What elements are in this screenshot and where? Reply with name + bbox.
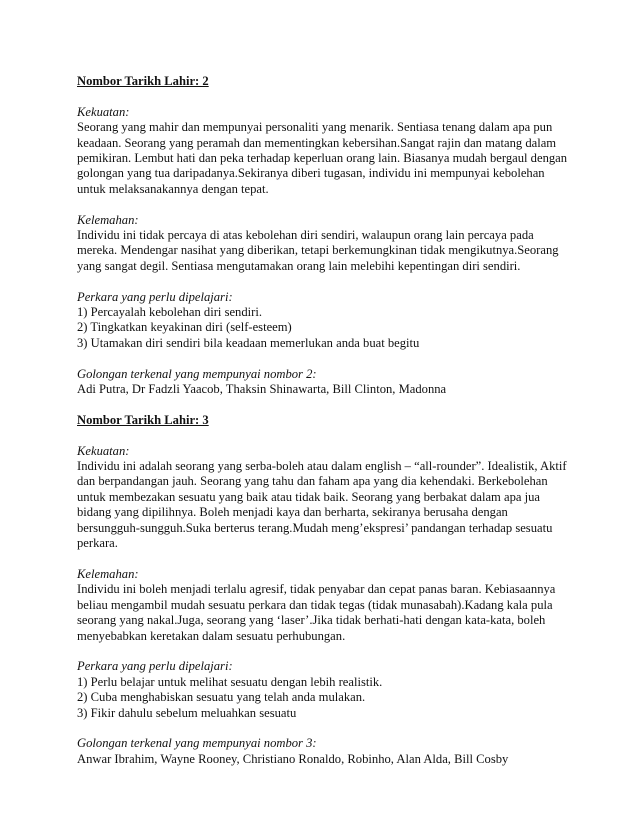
kekuatan-label: Kekuatan: xyxy=(77,104,130,119)
text-line: dan berpandangan jauh. Seorang yang tahu dan faham apa yang dia kehendaki. Berkebolehan xyxy=(77,474,548,489)
list-item: 2) Tingkatkan keyakinan diri (self-esteem) xyxy=(77,320,292,335)
golongan-names: Adi Putra, Dr Fadzli Yaacob, Thaksin Shinawarta, Bill Clinton, Madonna xyxy=(77,382,447,397)
kekuatan-block xyxy=(77,444,577,552)
perkara-label: Perkara yang perlu dipelajari: xyxy=(77,289,233,304)
kekuatan-label: Kekuatan: xyxy=(77,443,130,458)
text-line: perkara. xyxy=(77,536,118,551)
list-item: 1) Perlu belajar untuk melihat sesuatu dengan lebih realistik. xyxy=(77,674,383,689)
kelemahan-block xyxy=(77,567,577,644)
text-line: Individu ini adalah seorang yang serba-boleh atau dalam english – “all-rounder”. Idealistik, Aktif xyxy=(77,459,567,474)
section-nombor-3 xyxy=(77,413,577,767)
text-line: menyebabkan keretakan dalam sesuatu perhubungan. xyxy=(77,628,346,643)
text-line: seorang yang nakal.Juga, seorang yang ‘laser’.Jika tidak berhati-hati dengan kata-kata, boleh xyxy=(77,613,546,628)
section-title: Nombor Tarikh Lahir: 2 xyxy=(77,74,209,88)
perkara-label: Perkara yang perlu dipelajari: xyxy=(77,659,233,674)
text-line: bersungguh-sungguh.Suka berterus terang.Mudah meng’ekspresi’ pandangan terhadap sesuatu xyxy=(77,520,553,535)
golongan-block xyxy=(77,736,577,767)
document-page xyxy=(77,74,577,767)
golongan-label: Golongan terkenal yang mempunyai nombor 3: xyxy=(77,736,317,751)
text-line: keadaan. Seorang yang peramah dan mementingkan kebersihan.Sangat rajin dan matang dalam xyxy=(77,135,557,150)
perkara-block xyxy=(77,290,577,352)
list-item: 3) Utamakan diri sendiri bila keadaan memerlukan anda buat begitu xyxy=(77,335,420,350)
kelemahan-block xyxy=(77,213,577,275)
text-line: Seorang yang mahir dan mempunyai personaliti yang menarik. Sentiasa tenang dalam apa pun xyxy=(77,120,553,135)
text-line: golongan yang tua daripadanya.Sekiranya diberi tugasan, individu ini mempunyai kebolehan xyxy=(77,166,545,181)
kekuatan-block xyxy=(77,105,577,197)
text-line: mereka. Mendengar nasihat yang diberikan, tetapi berkemungkinan tidak mengikutnya.Seorang xyxy=(77,243,559,258)
golongan-names: Anwar Ibrahim, Wayne Rooney, Christiano Ronaldo, Robinho, Alan Alda, Bill Cosby xyxy=(77,751,509,766)
golongan-block xyxy=(77,367,577,398)
text-line: Individu ini tidak percaya di atas kebolehan diri sendiri, walaupun orang lain percaya pada xyxy=(77,228,534,243)
text-line: untuk membezakan sesuatu yang baik atau tidak baik. Seorang yang berbakat dalam apa jua xyxy=(77,489,541,504)
text-line: untuk melaksanakannya dengan tepat. xyxy=(77,181,269,196)
text-line: pemikiran. Lembut hati dan peka terhadap keperluan orang lain. Biasanya mudah bergaul dengan xyxy=(77,151,568,166)
text-line: bidang yang dipilihnya. Boleh menjadi kaya dan berharta, sekiranya berusaha dengan xyxy=(77,505,508,520)
list-item: 3) Fikir dahulu sebelum meluahkan sesuatu xyxy=(77,705,297,720)
list-item: 1) Percayalah kebolehan diri sendiri. xyxy=(77,305,262,320)
text-line: Individu ini boleh menjadi terlalu agresif, tidak penyabar dan cepat panas baran. Kebiasaannya xyxy=(77,582,556,597)
text-line: yang sangat degil. Sentiasa mengutamakan orang lain melebihi kepentingan diri sendiri. xyxy=(77,258,521,273)
golongan-label: Golongan terkenal yang mempunyai nombor 2: xyxy=(77,366,317,381)
perkara-block xyxy=(77,659,577,721)
kelemahan-label: Kelemahan: xyxy=(77,566,139,581)
section-nombor-2 xyxy=(77,74,577,397)
section-title: Nombor Tarikh Lahir: 3 xyxy=(77,412,209,427)
kelemahan-label: Kelemahan: xyxy=(77,212,139,227)
list-item: 2) Cuba menghabiskan sesuatu yang telah anda mulakan. xyxy=(77,690,366,705)
text-line: beliau mengambil mudah sesuatu perkara dan tidak tegas (tidak munasabah).Kadang kala pula xyxy=(77,597,553,612)
